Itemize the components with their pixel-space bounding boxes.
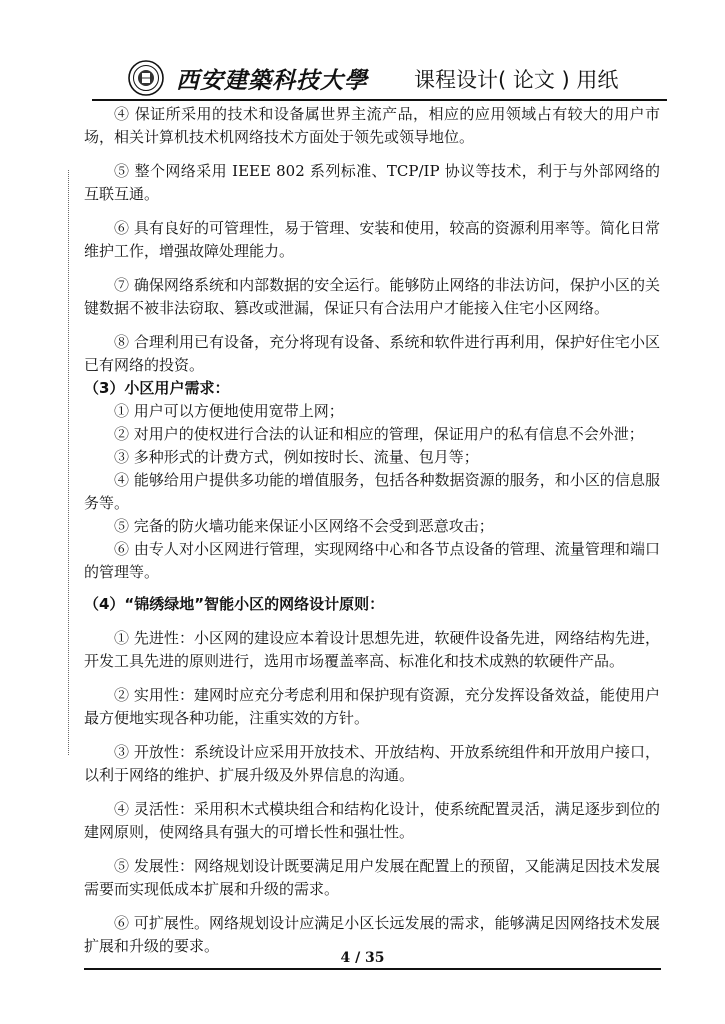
list-item: ④ 能够给用户提供多功能的增值服务，包括各种数据资源的服务，和小区的信息服务等。: [84, 471, 660, 512]
paragraph: ⑦ 确保网络系统和内部数据的安全运行。能够防止网络的非法访问，保护小区的关键数据不被非法窃取、篡改或泄漏，保证只有合法用户才能接入住宅小区网络。: [84, 276, 660, 317]
page-header: [128, 58, 668, 98]
page-number: 4 / 35: [340, 950, 385, 966]
binding-line: [68, 170, 69, 755]
university-name: 西安建築科技大學: [176, 67, 368, 94]
list-item: ③ 多种形式的计费方式，例如按时长、流量、包月等；: [114, 448, 479, 466]
paragraph: ⑥ 可扩展性。网络规划设计应满足小区长远发展的需求，能够满足因网络技术发展扩展和升级的要求。: [84, 914, 660, 955]
paragraph: ④ 保证所采用的技术和设备属世界主流产品，相应的应用领域占有较大的用户市场，相关计算机技术机网络技术方面处于领先或领导地位。: [84, 105, 660, 146]
section-heading: （4）“锦绣绿地”智能小区的网络设计原则：: [84, 595, 385, 613]
page-body: [84, 103, 660, 958]
list-item: ② 对用户的使权进行合法的认证和相应的管理，保证用户的私有信息不会外泄；: [114, 425, 644, 443]
university-seal-icon: [128, 60, 164, 96]
paragraph: ③ 开放性：系统设计应采用开放技术、开放结构、开放系统组件和开放用户接口，以利于网络的维护、扩展升级及外界信息的沟通。: [84, 743, 660, 784]
paragraph: ⑤ 发展性：网络规划设计既要满足用户发展在配置上的预留，又能满足因技术发展需要而实现低成本扩展和升级的需求。: [84, 857, 660, 898]
paragraph: ② 实用性：建网时应充分考虑利用和保护现有资源，充分发挥设备效益，能使用户最方便地实现各种功能，注重实效的方针。: [84, 686, 660, 727]
section-heading: （3）小区用户需求：: [84, 379, 230, 397]
list-item: ① 用户可以方便地使用宽带上网；: [114, 402, 344, 420]
paragraph: ① 先进性：小区网的建设应本着设计思想先进，软硬件设备先进，网络结构先进，开发工具先进的原则进行，选用市场覆盖率高、标准化和技术成熟的软硬件产品。: [84, 629, 660, 670]
paragraph: ⑤ 整个网络采用 IEEE 802 系列标准、TCP/IP 协议等技术，利于与外部网络的互联互通。: [84, 162, 660, 203]
header-rule: [92, 99, 667, 101]
paragraph: ⑧ 合理利用已有设备，充分将现有设备、系统和软件进行再利用，保护好住宅小区已有网络的投资。: [84, 333, 660, 374]
footer-rule: [84, 968, 661, 970]
paragraph: ④ 灵活性：采用积木式模块组合和结构化设计，使系统配置灵活，满足逐步到位的建网原则，使网络具有强大的可增长性和强壮性。: [84, 800, 660, 841]
list-item: ⑤ 完备的防火墙功能来保证小区网络不会受到恶意攻击；: [114, 517, 494, 535]
list-item: ⑥ 由专人对小区网进行管理，实现网络中心和各节点设备的管理、流量管理和端口的管理等。: [84, 540, 660, 581]
paragraph: ⑥ 具有良好的可管理性，易于管理、安装和使用，较高的资源利用率等。简化日常维护工作，增强故障处理能力。: [84, 219, 660, 260]
document-type: 课程设计( 论文 ) 用纸: [414, 68, 619, 92]
